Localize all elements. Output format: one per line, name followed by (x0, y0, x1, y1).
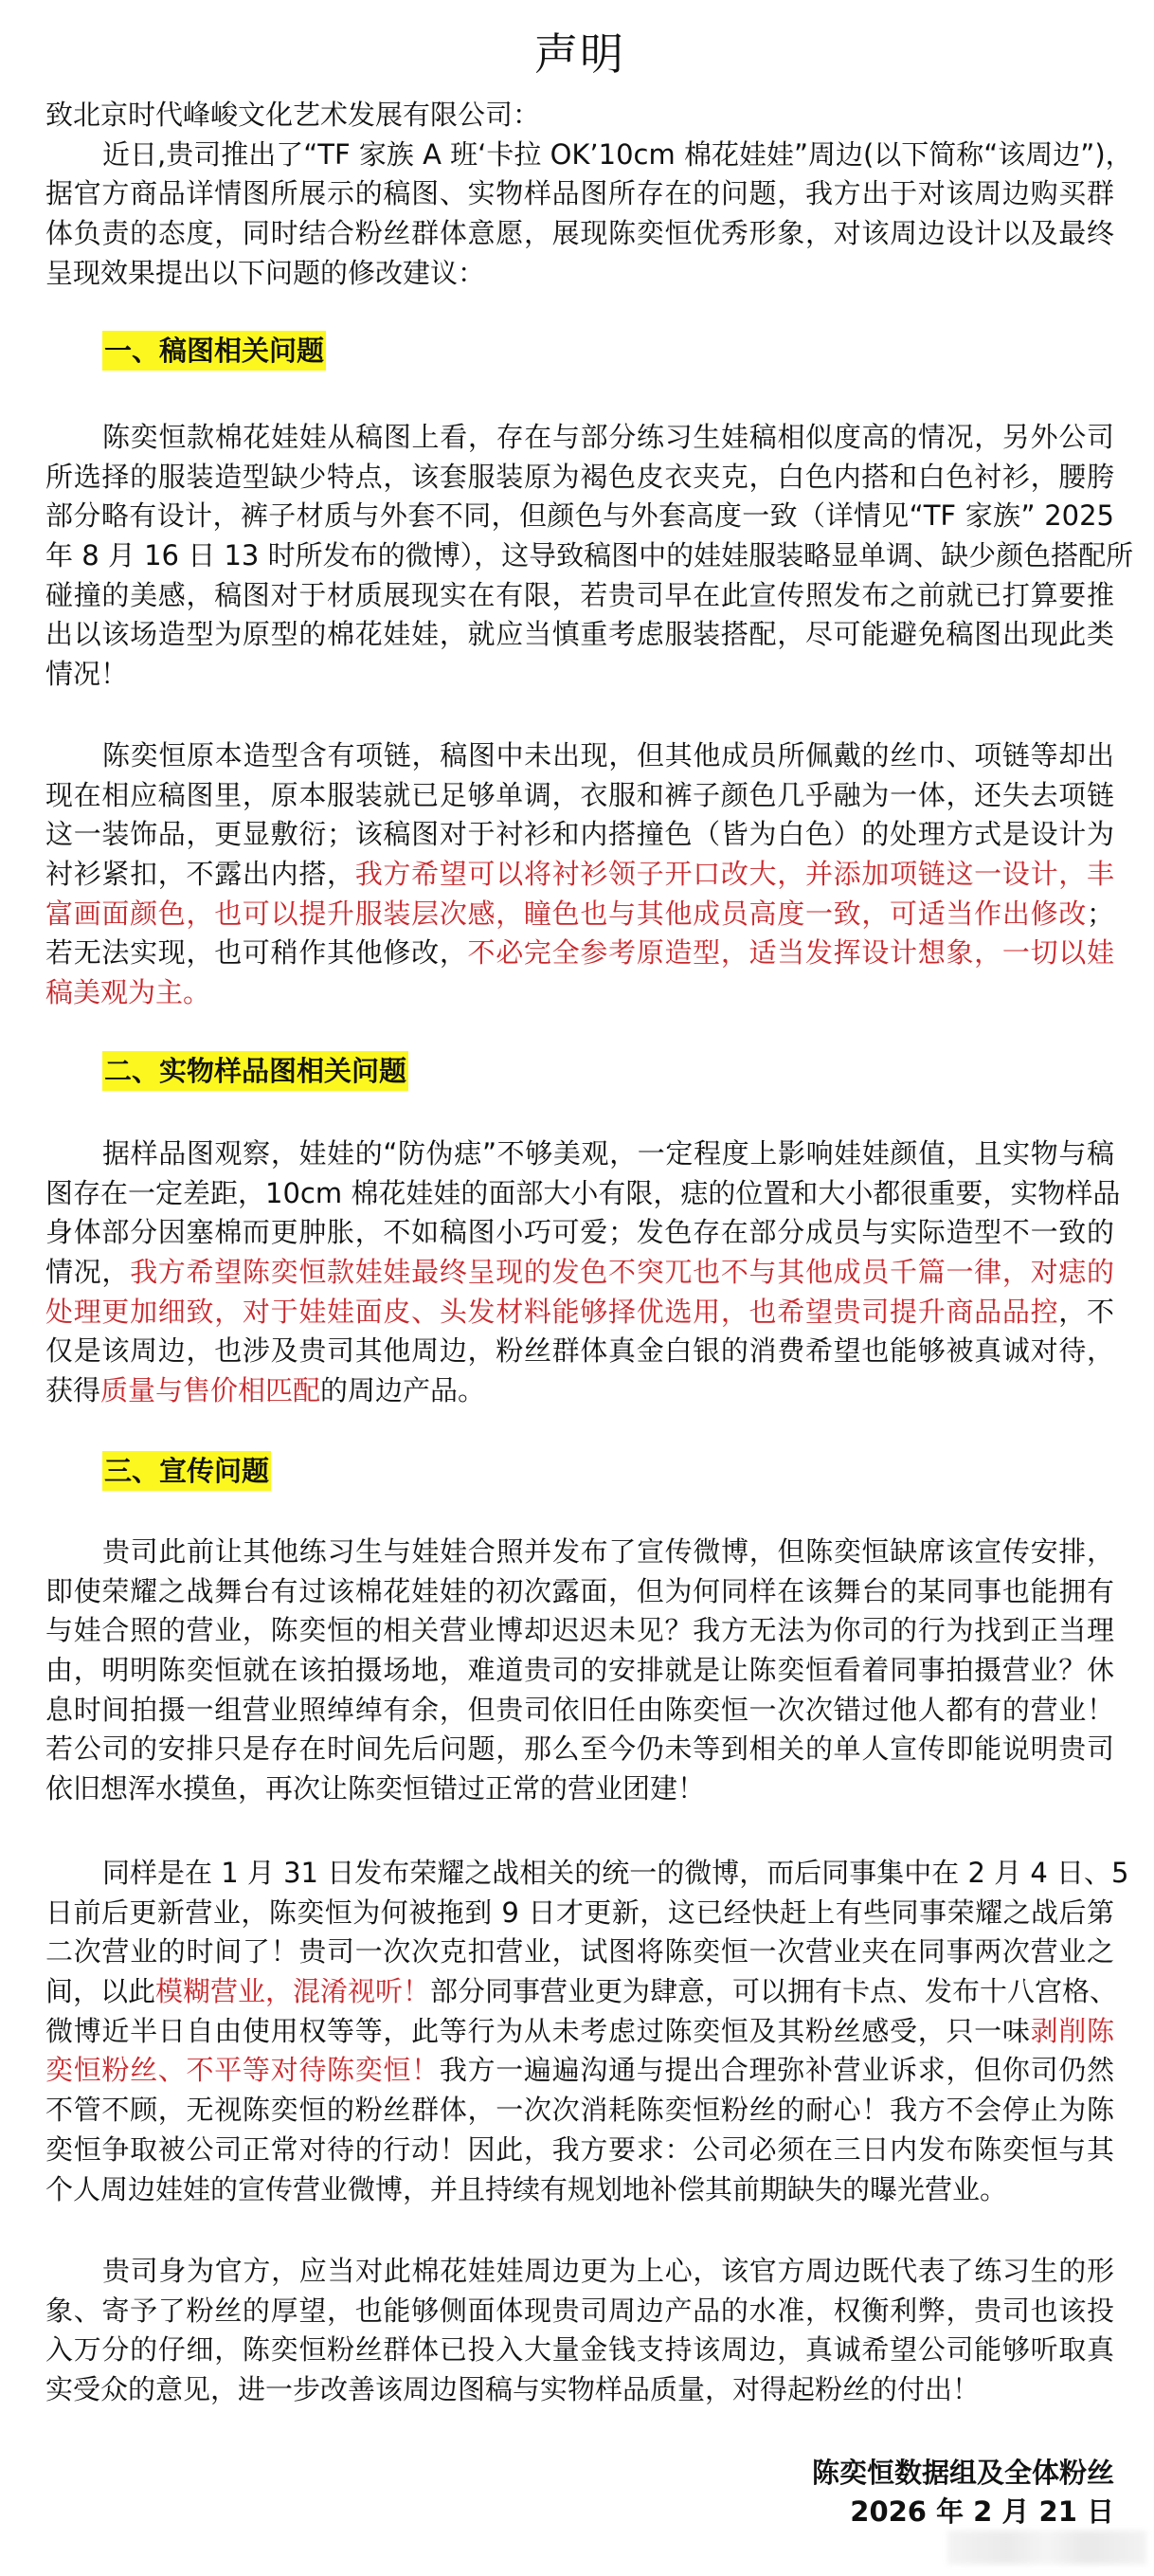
highlighted-demand-text: 处理更加细致，对于娃娃面皮、头发材料能够择优选用，也希望贵司提升商品品控 (45, 1295, 1059, 1328)
text-line: 息时间拍摄一组营业照绰绰有余，但贵司依旧任由陈奕恒一次次错过他人都有的营业！ (45, 1693, 1114, 1726)
text-line: 实受众的意见，进一步改善该周边图稿与实物样品质量，对得起粉丝的付出！ (45, 2373, 981, 2406)
paragraph (45, 418, 1134, 695)
paragraph (45, 96, 1133, 293)
text-line (45, 1253, 1114, 1293)
text-line: 身体部分因塞棉而更肿胀，不如稿图小巧可爱；发色存在部分成员与实际造型不一致的 (45, 1216, 1114, 1249)
text-line: 近日,贵司推出了“TF 家族 A 班‘卡拉 OK’10cm 棉花娃娃”周边(以下简称“该周边”)， (102, 137, 1133, 171)
text-run: ； (1086, 897, 1114, 930)
paragraph (45, 1854, 1129, 2209)
text-line: 贵司身为官方，应当对此棉花娃娃周边更为上心，该官方周边既代表了练习生的形 (102, 2255, 1114, 2287)
text-line: 陈奕恒款棉花娃娃从稿图上看，存在与部分练习生娃稿相似度高的情况，另外公司 (102, 421, 1114, 453)
text-line: 同样是在 1 月 31 日发布荣耀之战相关的统一的微博，而后同事集中在 2 月 4 日、5 (102, 1857, 1129, 1889)
text-run: 获得 (45, 1374, 101, 1407)
section-heading: 二、实物样品图相关问题 (102, 1051, 408, 1091)
text-run: 衬衫紧扣，不露出内搭， (45, 858, 355, 891)
highlighted-demand-text: 剥削陈 (1030, 2014, 1114, 2047)
section-heading: 一、稿图相关问题 (102, 331, 326, 371)
text-line: 奕恒争取被公司正常对待的行动！因此，我方要求：公司必须在三日内发布陈奕恒与其 (45, 2132, 1114, 2166)
text-line: 即使荣耀之战舞台有过该棉花娃娃的初次露面，但为何同样在该舞台的某同事也能拥有 (45, 1574, 1114, 1607)
document-title: 声明 (534, 28, 625, 80)
text-line: 个人周边娃娃的宣传营业微博，并且持续有规划地补偿其前期缺失的曝光营业。 (45, 2172, 1008, 2205)
text-line: 据样品图观察，娃娃的“防伪痣”不够美观，一定程度上影响娃娃颜值，且实物与稿 (102, 1137, 1114, 1170)
text-line (45, 1972, 1118, 2012)
text-line: 碰撞的美感，稿图对于材质展现实在有限，若贵司早在此宣传照发布之前就已打算要推 (45, 578, 1114, 611)
text-run: 情况， (45, 1256, 131, 1289)
text-line: 若公司的安排只是存在时间先后问题，那么至今仍未等到相关的单人宣传即能说明贵司 (45, 1732, 1114, 1766)
text-line: 年 8 月 16 日 13 时所发布的微博），这导致稿图中的娃娃服装略显单调、缺少颜色搭配所 (45, 539, 1134, 572)
highlighted-demand-text: 我方希望陈奕恒款娃娃最终呈现的发色不突兀也不与其他成员千篇一律，对痣的 (130, 1256, 1114, 1289)
blurred-watermark (947, 2531, 1146, 2565)
highlighted-demand-text: 富画面颜色，也可以提升服装层次感，瞳色也与其他成员高度一致，可适当作出修改 (45, 897, 1087, 930)
text-line: 致北京时代峰峻文化艺术发展有限公司： (45, 99, 541, 131)
text-line: 出以该场造型为原型的棉花娃娃，就应当慎重考虑服装搭配，尽可能避免稿图出现此类 (45, 618, 1114, 651)
paragraph (45, 2252, 1114, 2410)
text-line: 这一装饰品，更显敷衍；该稿图对于衬衫和内搭撞色（皆为白色）的处理方式是设计为 (45, 818, 1114, 851)
text-line: 贵司此前让其他练习生与娃娃合照并发布了宣传微博，但陈奕恒缺席该宣传安排， (102, 1535, 1114, 1568)
text-line: 日前后更新营业，陈奕恒为何被拖到 9 日才更新，这已经快赶上有些同事荣耀之战后第 (45, 1896, 1114, 1929)
text-run: 部分同事营业更为肆意，可以拥有卡点、发布十八宫格、 (430, 1975, 1118, 2008)
date: 2026 年 2 月 21 日 (850, 2495, 1114, 2528)
text-line (45, 855, 1114, 895)
text-line: 部分略有设计，裤子材质与外套不同，但颜色与外套高度一致（详情见“TF 家族” 2025 (45, 499, 1114, 533)
text-line: 与娃合照的营业，陈奕恒的相关营业博却迟迟未见？我方无法为你司的行为找到正当理 (45, 1614, 1114, 1647)
text-line: 不管不顾，无视陈奕恒的粉丝群体，一次次消耗陈奕恒粉丝的耐心！我方不会停止为陈 (45, 2094, 1114, 2127)
highlighted-demand-text: 奕恒粉丝、不平等对待陈奕恒！ (45, 2054, 440, 2087)
paragraph (45, 736, 1114, 1013)
text-line (45, 1293, 1114, 1333)
text-line: 现在相应稿图里，原本服装就已足够单调，衣服和裤子颜色几乎融为一体，还失去项链 (45, 778, 1114, 811)
text-line: 陈奕恒原本造型含有项链，稿图中未出现，但其他成员所佩戴的丝巾、项链等却出 (102, 739, 1114, 771)
text-line: 入万分的仔细，陈奕恒粉丝群体已投入大量金钱支持该周边，真诚希望公司能够听取真 (45, 2333, 1114, 2367)
text-line (45, 2051, 1114, 2091)
text-line: 二次营业的时间了！贵司一次次克扣营业，试图将陈奕恒一次营业夹在同事两次营业之 (45, 1935, 1114, 1968)
text-line: 象、寄予了粉丝的厚望，也能够侧面体现贵司周边产品的水准，权衡利弊，贵司也该投 (45, 2294, 1114, 2327)
paragraph (45, 1134, 1121, 1411)
text-line: 情况！ (45, 658, 129, 691)
text-line (45, 973, 1114, 1013)
text-line (45, 934, 1114, 973)
section-heading: 三、宣传问题 (102, 1451, 271, 1491)
text-run: 若无法实现，也可稍作其他修改， (45, 936, 468, 970)
text-line: 图存在一定差距，10cm 棉花娃娃的面部大小有限，痣的位置和大小都很重要，实物样品 (45, 1176, 1121, 1209)
text-line: 由，明明陈奕恒就在该拍摄场地，难道贵司的安排就是让陈奕恒看着同事拍摄营业？休 (45, 1654, 1114, 1687)
text-line: 所选择的服装造型缺少特点，该套服装原为褐色皮衣夹克，白色内搭和白色衬衫，腰胯 (45, 460, 1114, 493)
paragraph (45, 1533, 1114, 1809)
text-run: 的周边产品。 (320, 1374, 486, 1407)
highlighted-demand-text: 稿美观为主。 (45, 976, 211, 1009)
text-line (45, 1371, 1114, 1411)
text-line: 呈现效果提出以下问题的修改建议： (45, 256, 486, 289)
signature: 陈奕恒数据组及全体粉丝 (811, 2457, 1114, 2489)
text-run: 间，以此 (45, 1975, 156, 2008)
text-run: ，不 (1058, 1295, 1114, 1328)
text-line: 仅是该周边，也涉及贵司其他周边，粉丝群体真金白银的消费希望也能够被真诚对待， (45, 1334, 1114, 1368)
highlighted-demand-text: 模糊营业，混淆视听！ (155, 1975, 431, 2008)
text-line: 据官方商品详情图所展示的稿图、实物样品图所存在的问题，我方出于对该周边购买群 (45, 177, 1114, 210)
text-run: 我方一遍遍沟通与提出合理弥补营业诉求，但你司仍然 (439, 2054, 1114, 2087)
text-line: 体负责的态度，同时结合粉丝群体意愿，展现陈奕恒优秀形象，对该周边设计以及最终 (45, 217, 1114, 250)
text-line: 依旧想浑水摸鱼，再次让陈奕恒错过正常的营业团建！ (45, 1772, 706, 1805)
highlighted-demand-text: 我方希望可以将衬衫领子开口改大，并添加项链这一设计，丰 (354, 858, 1114, 891)
highlighted-demand-text: 质量与售价相匹配 (100, 1374, 321, 1407)
text-run: 微博近半日自由使用权等等，此等行为从未考虑过陈奕恒及其粉丝感受，只一味 (45, 2014, 1031, 2047)
highlighted-demand-text: 不必完全参考原造型，适当发挥设计想象，一切以娃 (467, 936, 1114, 970)
text-line (45, 2012, 1114, 2052)
text-line (45, 895, 1114, 934)
